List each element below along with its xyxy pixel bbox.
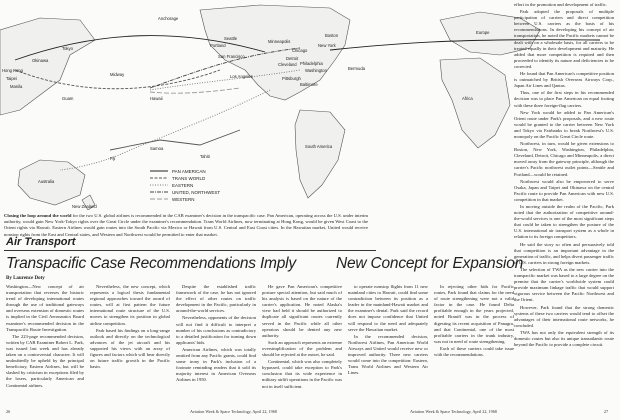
paragraph: Nevertheless, the new concept, which represents a logical thesis fundamental regional approaches toward the award of routes, will at first pattern the future international route structure of the U.S. moves to strengthen its position in global airline competition. (90, 284, 170, 326)
paragraph: He said the story so often and persuasively told that competition is an important advantage in the generation of traffic, and helps divert passenger traffic to U.S. carriers in strong foreign markets. (514, 241, 614, 265)
place-fiji: Fiji (110, 156, 116, 161)
place-los-angeles: Los Angeles (230, 74, 253, 79)
section-rule (4, 250, 376, 251)
paragraph: effort in the promotion and development of traffic. (514, 2, 607, 7)
headline-part-2: New Concept for Expansion (335, 255, 524, 272)
article-column-3 (176, 284, 256, 406)
place-hawaii: Hawaii (150, 96, 163, 101)
paragraph: The selection of TWA as the new carrier into the transpacific market was based to a large degree on the premise that the carrier's worldwide system could provide maximum linkage traffic that would support vigorous service between the Pacific Northwest and the Orient. (514, 266, 614, 303)
article-column-6 (434, 284, 514, 406)
place-bermuda: Bermuda (348, 66, 365, 71)
route-samoa-tahiti (110, 130, 240, 150)
legend-eastern: EASTERN (172, 183, 194, 188)
map-caption (4, 213, 368, 238)
paragraph: Despite the established traffic framework of the case, he has not ignored the effect of other routes on traffic development in the Pacific, particularly in around-the-world services. (176, 284, 256, 314)
south-america-landmass (295, 110, 345, 198)
route-eastern-south-pacific (60, 90, 270, 170)
place-minneapolis: Minneapolis (268, 39, 291, 44)
paragraph: In rejecting other bids for Pacific routes, Park found that claims for the need of route strengthening were not a valid factor in the case. He found Delta profitable enough in the years projected, noted Braniff was in the process of digesting its recent acquisition of Panagra, and that Continental, one of the most profitable carriers in the trunk industry, was not in need of route strengthening. (434, 284, 514, 344)
place-tokyo: Tokyo (62, 46, 73, 51)
place-okinawa: Okinawa (32, 58, 49, 63)
place-hong-kong: Hong Kong (2, 68, 23, 73)
paragraph: New York would be added to Pan American's Orient route under Park's proposals, and a new route would be granted to the carrier between New York and Tokyo via Fairbanks to break Northwest's U.S. monopoly on the Pacific Great Circle route. (514, 109, 614, 139)
place-cleveland: Cleveland (278, 62, 297, 67)
place-samoa: Samoa (150, 146, 164, 151)
caption-text: for the two U.S. global airlines is recommended in the CAB examiner's decision in the transpacific case. Pan American, operating across the U.S. under interim authority, would gain New York-Tokyo rights over the Great Circle under the examiner's recommendation. Trans World Airlines, now terminating at Hong Kong, would be given West Coast to the Orient rights via Hawaii. Eastern Airlines would gain routes into the South Pacific via Mexico or Hawaii from U.S. Central and East Coast cities. In the Hawaiian market, United would receive nonstop rights from the East and Central states, and Western and Northwest would be permitted to enter that market. (4, 213, 368, 237)
place-washington: Washington (305, 68, 327, 73)
landmasses (0, 5, 540, 210)
place-baltimore: Baltimore (300, 82, 318, 87)
place-boston: Boston (325, 33, 339, 38)
place-san-francisco: San Francisco (218, 54, 245, 59)
place-tahiti: Tahiti (200, 154, 210, 159)
page-number-left: 26 (6, 409, 11, 414)
paragraph: In the recommended decision, Northwest Airlines, Pan American World Airways and United would receive new or improved authority. Three new carriers would come into the competition: Eastern, Trans World Airlines and Western Air Lines. (348, 333, 428, 376)
legend-trans-world: TRANS WORLD (172, 176, 206, 181)
footer-source-left: Aviation Week & Space Technology, April 22, 1968 (190, 409, 277, 414)
page-number-right: 27 (604, 409, 609, 414)
article-column-1 (6, 284, 84, 406)
place-australia: Australia (38, 179, 55, 184)
paragraph: Park based his findings on a long-range outlook and directly on the technological advances of the jet aircraft and his supported his views with an array of figures and factors which will bear directly on future traffic growth in the Pacific basin. (90, 327, 170, 370)
place-anchorage: Anchorage (158, 16, 179, 21)
place-portland: Portland (210, 43, 226, 48)
article-column-2 (90, 284, 170, 406)
place-europe: Europe (476, 30, 490, 35)
paragraph: Park adopted the proposals of multiple participation of carriers and direct competition between U.S. carriers as the basis of his recommendations. In developing his concept of air transportation, he noted the Pacific markets cannot be dealt with on a wholesale basis, for all carriers to be treated equally in their development and maturity. He added that more competition is required and then proceeded to identify its nature and deficiencies to be corrected. (514, 9, 614, 69)
place-taipei: Taipei (6, 76, 17, 81)
paragraph: Northwest would also be empowered to serve Osaka, Japan and Taipei and Okinawa on the central Pacific route to provide Pan American with new U.S. competition in that market. (514, 178, 614, 202)
place-guam: Guam (62, 96, 74, 101)
asia-landmass (0, 18, 95, 115)
paragraph: He found that Pan American's competitive position is outmatched by British Overseas Airways Corp., Japan Air Lines and Qantas. (514, 71, 614, 89)
paragraph: Thus, one of the first steps in his recommended decision was to place Pan American on equal footing with these three foreign-flag carriers. (514, 90, 614, 108)
africa-landmass (440, 58, 510, 148)
headline-part-1: Transpacific Case Recommendations Imply (6, 255, 296, 272)
place-detroit: Detroit (286, 56, 299, 61)
place-pittsburgh: Pittsburgh (282, 76, 301, 81)
place-seattle: Seattle (224, 36, 238, 41)
paragraph: American Airlines, which was totally omitted from any Pacific grants, could find some irony in Park's inclusion of a footnote reminding readers that it sold its majority interest in American Overseas Airlines in 1950. (176, 346, 256, 383)
paragraph: In moving outside the realm of the Pacific, Park noted that the authorization of competitive around-the-world services is one of the most significant steps that could be taken to strengthen the posture of the U.S. international air transport system as a whole in relation to its foreign competitors. (514, 204, 614, 240)
legend-western: WESTERN (172, 197, 195, 202)
paragraph: The 223-page recommended decision, written by CAB Examiner Robert L. Park, was issued last week and has already taken on a controversial character. It will undoubtedly be upheld by the principal beneficiary, Eastern Airlines, but will be slashed by criticism in exceptions filed by the losers, particularly American and Continental airlines. (6, 333, 84, 388)
place-new-zealand: New Zealand (72, 204, 97, 209)
map-legend (150, 169, 220, 202)
place-philadelphia: Philadelphia (300, 61, 323, 66)
place-midway: Midway (110, 72, 125, 77)
legend-united-northwest: UNITED, NORTHWEST (172, 190, 221, 195)
paragraph: to operate nonstop flights from 11 new mainland cities to Hawaii, could find some contradiction between its position as a leader in the mainland-Hawaii market and the examiner's denial. Park said the record does not impose confidence that United will respond to the need and adequately serve the Hawaiian market. (348, 284, 428, 332)
place-africa: Africa (462, 96, 473, 101)
paragraph: Each of these carriers could take issue with the recommendations. (434, 345, 514, 358)
legend-pan-american: PAN AMERICAN (172, 169, 206, 174)
paragraph: Nevertheless, opponents of the decision will not find it difficult to interpret a number of his conclusions as contradictory to a detailed justification for turning down applicants' bids. (176, 315, 256, 345)
headline (6, 255, 566, 273)
caption-lead: Closing the loop around the world (4, 213, 72, 218)
footer-source-right: Aviation Week & Space Technology, April 22, 1968 (410, 409, 497, 414)
right-page-column (514, 2, 614, 406)
paragraph: Continental, which was also completely bypassed, could take exception to Park's conclusion that its wide experience in military airlift operations in the Pacific was not in itself sufficient. (262, 359, 342, 389)
paragraph: Northwest, in turn, would be given extensions to Boston, New York, Washington, Philadelphia, Cleveland, Detroit, Chicago and Minneapolis, a direct moved away from the gateway principle, although the carrier's Pacific northwest outlet points—Seattle and Portland—would be retained. (514, 141, 614, 177)
article-column-5 (348, 284, 428, 406)
section-label: Air Transport (6, 236, 76, 248)
north-america-landmass (200, 5, 350, 100)
place-new-york: New York (318, 43, 336, 48)
place-manila: Manila (10, 84, 23, 89)
paragraph: However, Park found that the strong domestic systems of these two carriers would tend to offset the advantages of their international route networks, he concluded. (514, 304, 614, 328)
place-south-america: South America (305, 144, 333, 149)
byline: By Laurence Doty (6, 276, 45, 281)
paragraph: He gave Pan American's competitive posture special attention, but said much of his analysis is based on the nature of the carrier's application. He noted Alaska's view had held it should be authorized to duplicate all significant routes currently served in the Pacific while all other operators should be denied any new authority. (262, 284, 342, 338)
paragraph: Such an approach represents an extreme oversimplification of the problem and should be rejected at the outset, he said. (262, 339, 342, 358)
route-western (150, 88, 240, 93)
paragraph: Washington—New concept of air transportation that reverses the historic trend of developing international routes through the use of traditional gateways and overseas extension of domestic routes is implied in the Civil Aeronautics Board examiner's recommended decision in the Transpacific Route Investigation. (6, 284, 84, 332)
paragraph: TWA has not only the equivalent strength of its domestic routes but also its unique transatlantic route beyond the Pacific to provide a complete circuit. (514, 329, 614, 348)
article-column-4 (262, 284, 342, 406)
place-chicago: Chicago (292, 48, 308, 53)
